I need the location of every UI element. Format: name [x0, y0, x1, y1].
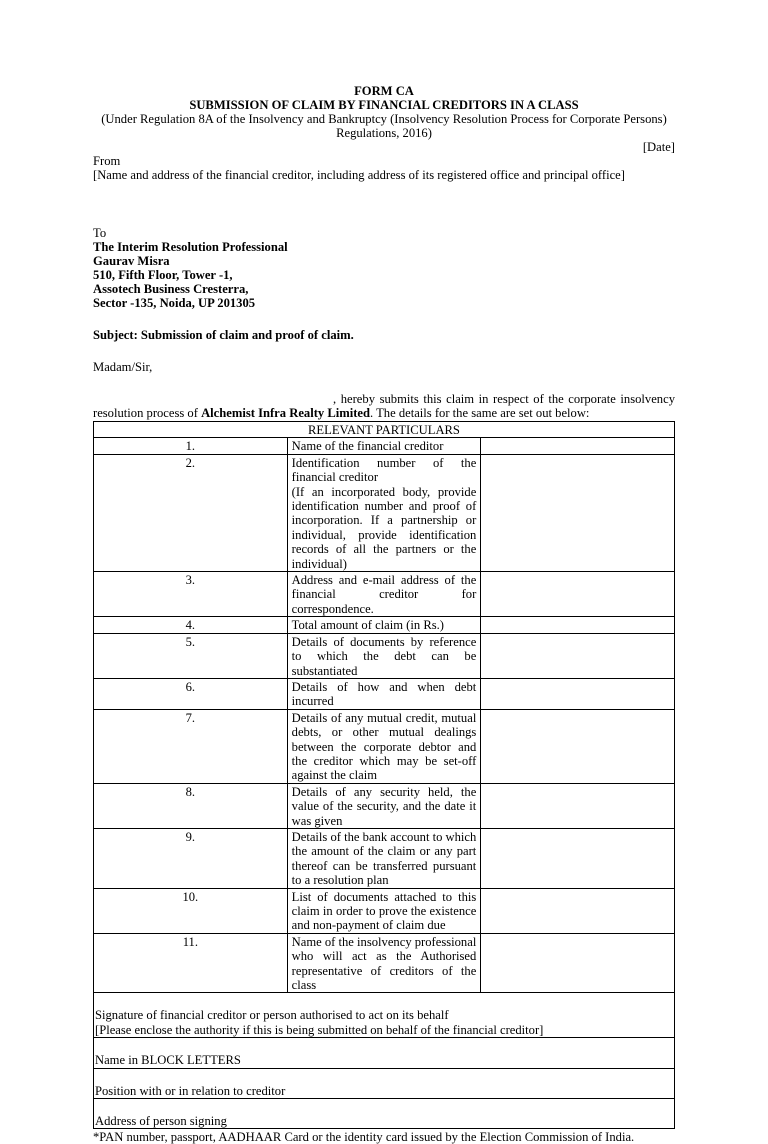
company-name: Alchemist Infra Realty Limited — [201, 406, 371, 420]
row-answer-cell[interactable] — [481, 617, 675, 633]
intro-text-1: , hereby submits this claim in respect of the corporate insolvency resolution process of — [93, 392, 675, 420]
from-address-placeholder: [Name and address of the financial creditor, including address of its registered office and principal office] — [93, 168, 625, 182]
row-description: Total amount of claim (in Rs.) — [287, 617, 481, 633]
row-number: 2. — [94, 454, 288, 571]
recipient-line: Gaurav Misra — [93, 254, 170, 268]
name-cell[interactable] — [94, 1038, 675, 1068]
row-number: 3. — [94, 572, 288, 617]
row-number: 9. — [94, 828, 288, 888]
table-header: RELEVANT PARTICULARS — [94, 422, 675, 438]
row-number: 6. — [94, 678, 288, 709]
subject-label: Subject — [93, 328, 134, 342]
recipient-address — [93, 240, 675, 310]
recipient-line: Assotech Business Cresterra, — [93, 282, 249, 296]
table-row — [94, 709, 675, 783]
row-description — [287, 454, 481, 571]
table-row — [94, 933, 675, 993]
row-number: 11. — [94, 933, 288, 993]
signature-cell[interactable] — [94, 993, 675, 1038]
salutation: Madam/Sir, — [93, 360, 153, 374]
row-number: 5. — [94, 633, 288, 678]
row-description: List of documents attached to this claim in order to prove the existence and non-payment of claim due — [287, 888, 481, 933]
row-answer-cell[interactable] — [481, 633, 675, 678]
form-subtitle: SUBMISSION OF CLAIM BY FINANCIAL CREDITORS IN A CLASS — [189, 98, 579, 112]
subject-line — [93, 328, 675, 342]
claim-particulars-table — [93, 421, 675, 1129]
address-row — [94, 1099, 675, 1129]
regulation-line-1: (Under Regulation 8A of the Insolvency and Bankruptcy (Insolvency Resolution Process for Corporate Persons) — [101, 112, 667, 126]
signature-authority-note: [Please enclose the authority if this is being submitted on behalf of the financial creditor] — [95, 1022, 544, 1037]
row-answer-cell[interactable] — [481, 709, 675, 783]
to-label: To — [93, 226, 107, 240]
address-cell[interactable] — [94, 1099, 675, 1129]
table-row — [94, 633, 675, 678]
claim-form-page — [93, 80, 675, 1144]
row-description: Details of any mutual credit, mutual debts, or other mutual dealings between the corporate debtor and the creditor which may be set-off against the claim — [287, 709, 481, 783]
row-description-line: Identification number of the financial creditor — [291, 455, 477, 485]
row-number: 7. — [94, 709, 288, 783]
recipient-line: The Interim Resolution Professional — [93, 240, 288, 254]
footnote: *PAN number, passport, AADHAAR Card or the identity card issued by the Election Commission of India. — [93, 1130, 635, 1144]
row-description: Details of any security held, the value of the security, and the date it was given — [287, 783, 481, 828]
row-description-note: (If an incorporated body, provide identification number and proof of incorporation. If a partnership or individual, provide identification records of all the partners or the individual) — [291, 484, 477, 571]
intro-text-2: . The details for the same are set out below: — [370, 406, 590, 420]
row-description: Name of the financial creditor — [287, 438, 481, 454]
row-number: 10. — [94, 888, 288, 933]
recipient-line: Sector -135, Noida, UP 201305 — [93, 296, 256, 310]
name-row — [94, 1038, 675, 1068]
date-placeholder: [Date] — [642, 140, 675, 154]
row-number: 4. — [94, 617, 288, 633]
position-row — [94, 1068, 675, 1098]
table-row — [94, 454, 675, 571]
regulation-line-2: Regulations, 2016) — [336, 126, 432, 140]
table-row — [94, 617, 675, 633]
row-answer-cell[interactable] — [481, 783, 675, 828]
row-answer-cell[interactable] — [481, 828, 675, 888]
from-label: From — [93, 154, 121, 168]
address-label: Address of person signing — [95, 1114, 227, 1129]
row-number: 1. — [94, 438, 288, 454]
form-title: FORM CA — [354, 84, 414, 98]
table-row — [94, 438, 675, 454]
row-description: Details of how and when debt incurred — [287, 678, 481, 709]
row-number: 8. — [94, 783, 288, 828]
position-cell[interactable] — [94, 1068, 675, 1098]
name-label: Name in BLOCK LETTERS — [95, 1053, 241, 1068]
table-row — [94, 888, 675, 933]
intro-paragraph — [93, 392, 675, 420]
signature-row — [94, 993, 675, 1038]
row-description: Details of documents by reference to which the debt can be substantiated — [287, 633, 481, 678]
table-row — [94, 678, 675, 709]
row-answer-cell[interactable] — [481, 572, 675, 617]
table-row — [94, 828, 675, 888]
row-answer-cell[interactable] — [481, 438, 675, 454]
table-row — [94, 572, 675, 617]
recipient-line: 510, Fifth Floor, Tower -1, — [93, 268, 233, 282]
row-answer-cell[interactable] — [481, 454, 675, 571]
row-answer-cell[interactable] — [481, 678, 675, 709]
row-description: Details of the bank account to which the amount of the claim or any part thereof can be transferred pursuant to a resolution plan — [287, 828, 481, 888]
row-description: Address and e-mail address of the financial creditor for correspondence. — [287, 572, 481, 617]
signature-label: Signature of financial creditor or person authorised to act on its behalf — [95, 1008, 449, 1023]
position-label: Position with or in relation to creditor — [95, 1083, 286, 1098]
table-header-row — [94, 422, 675, 438]
row-answer-cell[interactable] — [481, 933, 675, 993]
row-description: Name of the insolvency professional who will act as the Authorised representative of creditors of the class — [287, 933, 481, 993]
row-answer-cell[interactable] — [481, 888, 675, 933]
subject-text: : Submission of claim and proof of claim. — [133, 328, 354, 342]
table-row — [94, 783, 675, 828]
